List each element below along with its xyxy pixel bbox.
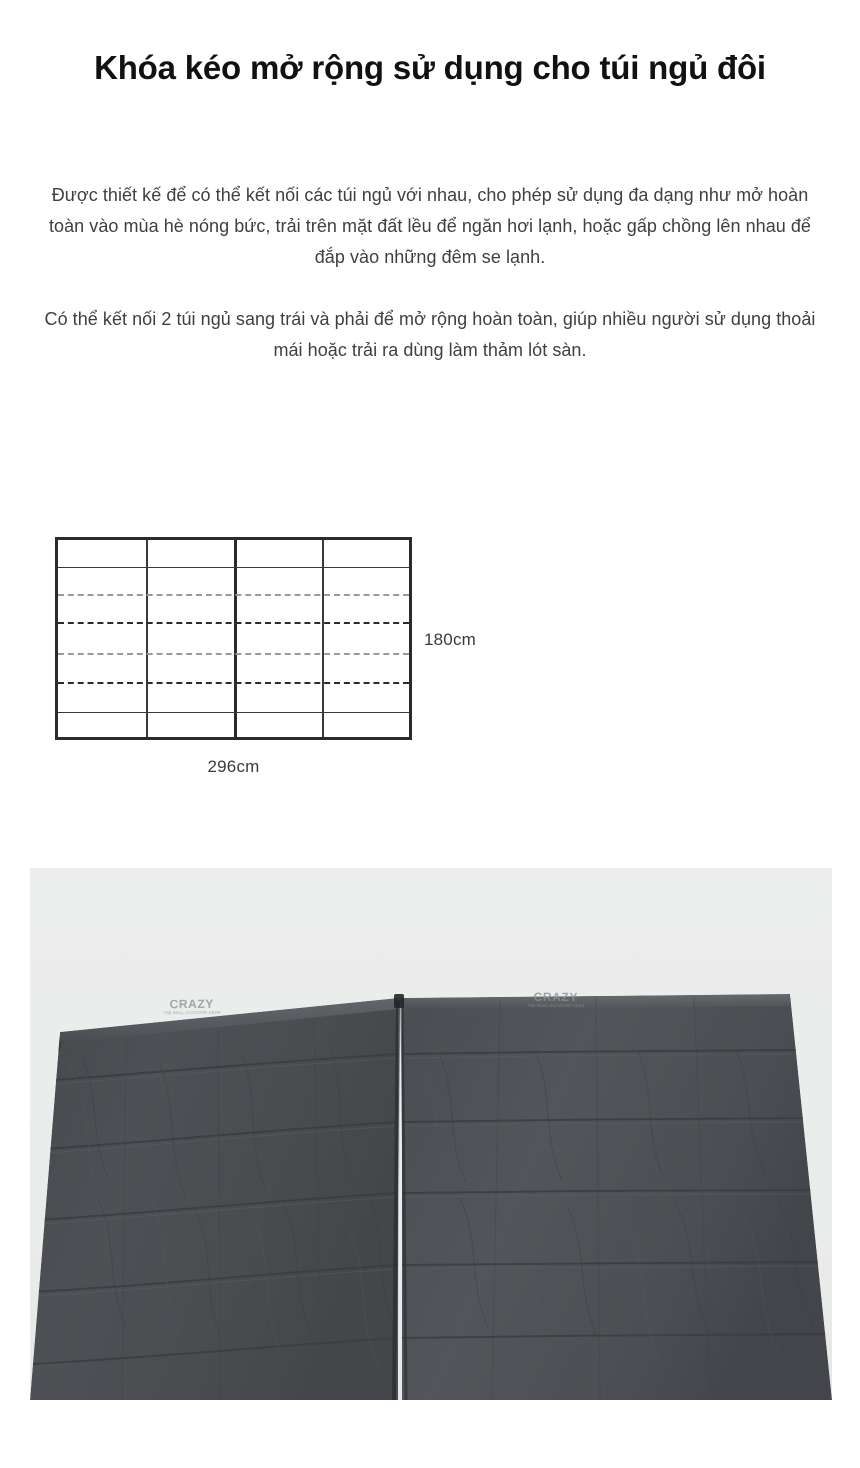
dimension-diagram (0, 520, 860, 810)
brand-logo-right-word: CRAZY (533, 989, 579, 1005)
brand-logo-left-tagline: THE REAL OUTDOOR GEAR (163, 1009, 221, 1016)
diagram-width-label: 296cm (207, 757, 260, 776)
brand-logo-left-word: CRAZY (169, 996, 215, 1012)
diagram-fold-line-4 (58, 682, 409, 684)
diagram-fold-line-3 (58, 653, 409, 655)
brand-logo-right-tagline: THE REAL OUTDOOR GEAR (526, 1002, 585, 1009)
description-paragraph-2: Có thể kết nối 2 túi ngủ sang trái và phải để mở rộng hoàn toàn, giúp nhiều người sử dụng thoải mái hoặc trải ra dùng làm thảm lót sàn. (44, 309, 816, 360)
diagram-fold-line-1 (58, 594, 409, 596)
description-paragraph-1: Được thiết kế để có thể kết nối các túi ngủ với nhau, cho phép sử dụng đa dạng như mở hoàn toàn vào mùa hè nóng bức, trải trên mặt đất lều để ngăn hơi lạnh, hoặc gấp chồng lên nhau để đắp vào những đêm se lạnh. (49, 185, 811, 267)
page-title: Khóa kéo mở rộng sử dụng cho túi ngủ đôi (94, 49, 766, 86)
sleeping-bag-left-panel (30, 998, 398, 1400)
diagram-fold-line-2 (58, 622, 409, 624)
product-photo-illustration (30, 868, 832, 1400)
product-photo (30, 868, 832, 1400)
diagram-panel-divider-1 (146, 540, 148, 737)
description-block (0, 180, 860, 366)
diagram-seam-bottom (58, 712, 409, 713)
diagram-outline-rect (55, 537, 412, 740)
sleeping-bag-right-panel (402, 994, 832, 1400)
diagram-panel-divider-2 (234, 540, 237, 737)
diagram-height-label: 180cm (424, 630, 477, 649)
diagram-seam-top (58, 567, 409, 568)
diagram-panel-divider-3 (322, 540, 324, 737)
